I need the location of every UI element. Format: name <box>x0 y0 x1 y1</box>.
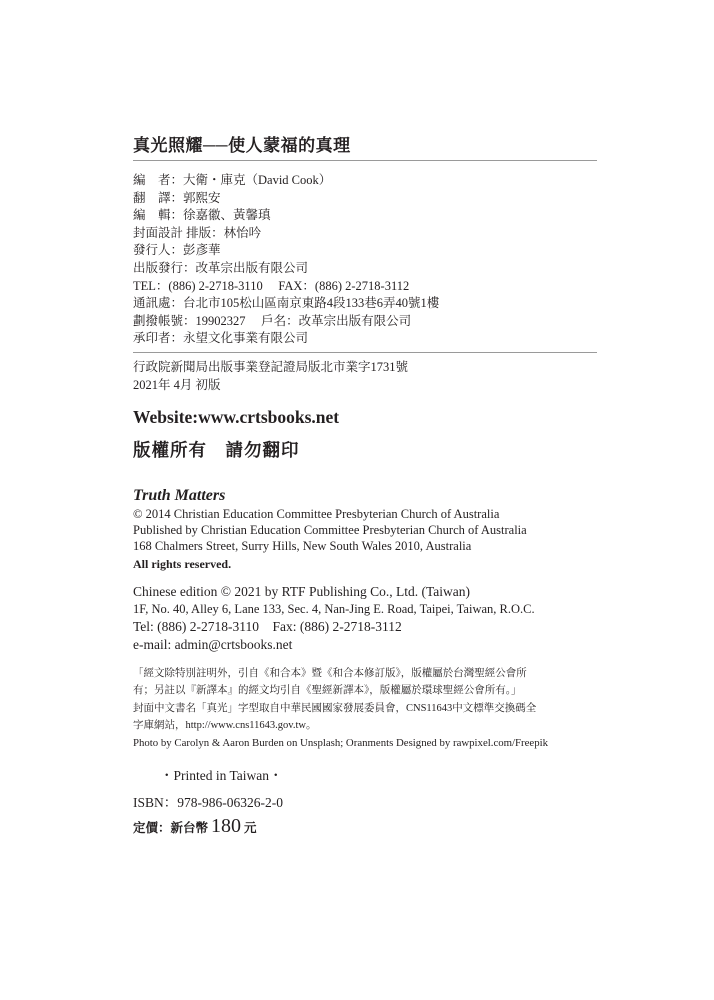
credit-address: 通訊處：台北市105松山區南京東路4段133巷6弄40號1樓 <box>133 296 440 311</box>
chinese-edition-block <box>133 583 535 653</box>
price-unit: 元 <box>244 821 257 835</box>
chinese-edition-email: e-mail: admin@crtsbooks.net <box>133 636 293 652</box>
notice-line: 字庫網站，http://www.cns11643.gov.tw。 <box>133 719 317 731</box>
original-address: 168 Chalmers Street, Surry Hills, New South Wales 2010, Australia <box>133 538 472 553</box>
registration-edition: 2021年 4月 初版 <box>133 377 221 392</box>
price-label: 定價：新台幣 <box>133 821 209 835</box>
isbn-text: ISBN：978-986-06326-2-0 <box>133 795 283 810</box>
printed-in-taiwan: ・Printed in Taiwan・ <box>160 768 283 783</box>
price-line <box>133 815 257 838</box>
chinese-edition-copyright: Chinese edition © 2021 by RTF Publishing Co., Ltd. (Taiwan) <box>133 584 470 599</box>
chinese-edition-telfax: Tel: (886) 2-2718-3110 Fax: (886) 2-2718-3112 <box>133 619 402 634</box>
registration-license: 行政院新聞局出版事業登記證局版北市業字1731號 <box>133 360 409 374</box>
credit-account: 劃撥帳號：19902327 戶名：改革宗出版有限公司 <box>133 313 412 328</box>
chinese-edition-address: 1F, No. 40, Alley 6, Lane 133, Sec. 4, Nan-Jing E. Road, Taipei, Taiwan, R.O.C. <box>133 601 535 616</box>
divider-middle <box>133 352 597 353</box>
notice-line: 有；另註以『新譯本』的經文均引自《聖經新譯本》，版權屬於環球聖經公會所有。」 <box>133 685 522 697</box>
credit-publisher-person: 發行人：彭彥華 <box>133 243 221 258</box>
credit-publisher: 出版發行：改革宗出版有限公司 <box>133 260 309 275</box>
credits-block <box>133 172 439 348</box>
website-text: Website:www.crtsbooks.net <box>133 407 340 427</box>
scripture-notice <box>133 665 536 734</box>
credit-printer: 承印者：永望文化事業有限公司 <box>133 331 309 346</box>
credit-translator: 翻 譯：郭熙安 <box>133 190 221 205</box>
registration-block <box>133 359 408 394</box>
credit-design: 封面設計 排版：林怡吟 <box>133 225 262 240</box>
credit-tel-fax: TEL：(886) 2-2718-3110 FAX：(886) 2-2718-3112 <box>133 278 410 293</box>
rights-reserved-zh: 版權所有 請勿翻印 <box>133 440 300 460</box>
notice-line: 封面中文書名「真光」字型取自中華民國國家發展委員會，CNS11643中文標準交換碼全 <box>133 702 537 714</box>
credit-editor: 編 者：大衛・庫克（David Cook） <box>133 173 332 187</box>
notice-line: 「經文除特別註明外，引自《和合本》暨《和合本修訂版》，版權屬於台灣聖經公會所 <box>133 668 527 679</box>
original-publisher: Published by Christian Education Committee Presbyterian Church of Australia <box>133 522 527 537</box>
all-rights-reserved: All rights reserved. <box>133 557 232 571</box>
book-title: 真光照耀──使人蒙福的真理 <box>133 136 351 155</box>
credit-edit: 編 輯：徐嘉徽、黃馨瑱 <box>133 208 271 223</box>
original-edition-block <box>133 507 527 554</box>
divider-top <box>133 160 597 161</box>
price-amount: 180 <box>211 815 242 837</box>
original-copyright: © 2014 Christian Education Committee Presbyterian Church of Australia <box>133 507 500 521</box>
original-title: Truth Matters <box>133 487 226 504</box>
photo-credit: Photo by Carolyn & Aaron Burden on Unsplash; Oranments Designed by rawpixel.com/Freepik <box>133 737 549 749</box>
